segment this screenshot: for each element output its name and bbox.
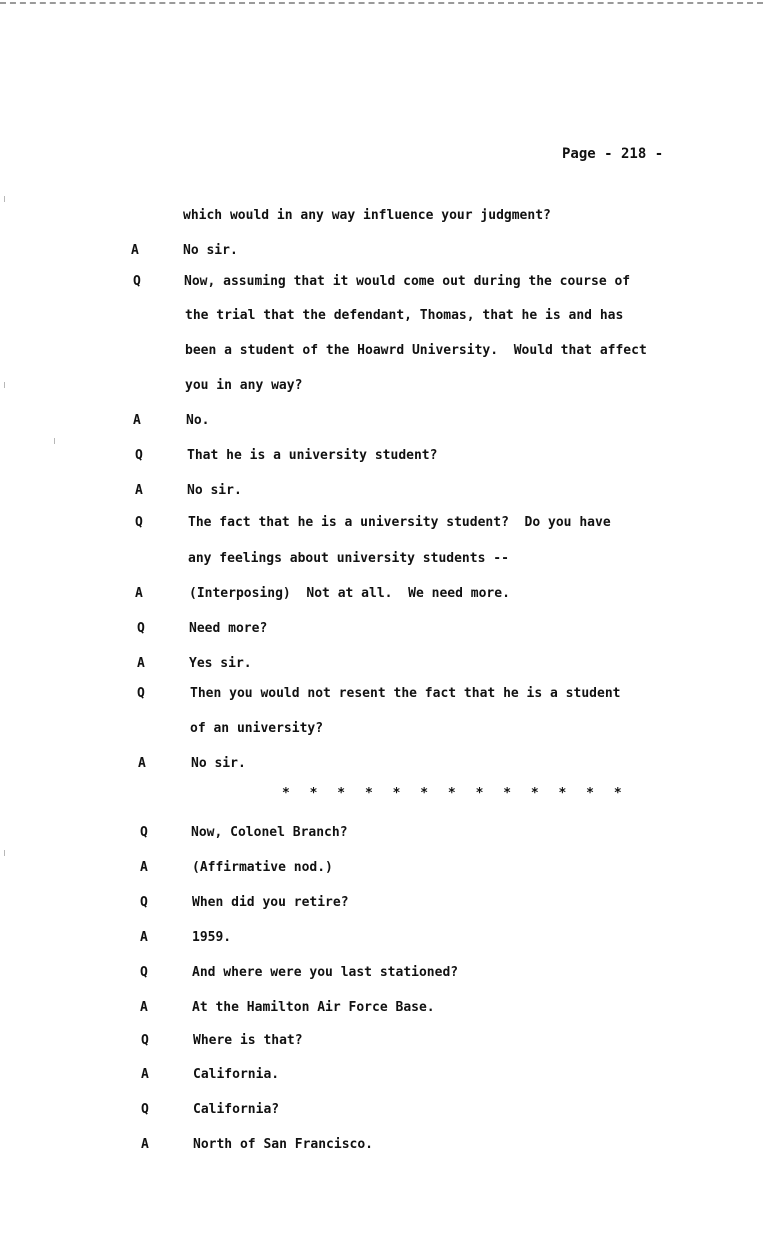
transcript-line <box>0 857 763 879</box>
speaker-marker: Q <box>141 1033 149 1048</box>
line-text: been a student of the Hoawrd University. Would that affect <box>185 343 647 358</box>
line-text: you in any way? <box>185 378 303 393</box>
speaker-marker: Q <box>135 448 143 463</box>
line-text: 1959. <box>192 930 232 945</box>
speaker-marker: A <box>140 1000 148 1015</box>
speaker-marker: Q <box>141 1102 149 1117</box>
line-text: (Interposing) Not at all. We need more. <box>189 586 510 601</box>
transcript-line <box>0 1134 763 1156</box>
line-text: which would in any way influence your judgment? <box>183 208 551 223</box>
line-text: No sir. <box>191 756 246 771</box>
transcript-line <box>0 1064 763 1086</box>
line-text: California. <box>193 1067 280 1082</box>
transcript-line <box>0 512 763 534</box>
line-text: No sir. <box>187 483 242 498</box>
speaker-marker: A <box>140 860 148 875</box>
line-text: California? <box>193 1102 280 1117</box>
speaker-marker: A <box>138 756 146 771</box>
speaker-marker: A <box>137 656 145 671</box>
transcript-line <box>0 1099 763 1121</box>
transcript-line <box>0 892 763 914</box>
scan-speck <box>4 196 5 202</box>
transcript-line <box>0 375 763 397</box>
speaker-marker: Q <box>133 274 141 289</box>
transcript-line <box>0 822 763 844</box>
scan-speck <box>4 850 5 856</box>
speaker-marker: A <box>140 930 148 945</box>
line-text: Yes sir. <box>189 656 252 671</box>
speaker-marker: A <box>135 483 143 498</box>
line-text: Now, assuming that it would come out during the course of <box>184 274 631 289</box>
transcript-line <box>0 480 763 502</box>
transcript-line <box>0 618 763 640</box>
line-text: When did you retire? <box>192 895 349 910</box>
speaker-marker: Q <box>135 515 143 530</box>
speaker-marker: A <box>131 243 139 258</box>
transcript-line <box>0 962 763 984</box>
transcript-line <box>0 240 763 262</box>
line-text: of an university? <box>190 721 324 736</box>
transcript-line <box>0 718 763 740</box>
speaker-marker: Q <box>140 895 148 910</box>
line-text: Now, Colonel Branch? <box>191 825 348 840</box>
scan-speck <box>4 382 5 388</box>
speaker-marker: Q <box>137 621 145 636</box>
transcript-line <box>0 340 763 362</box>
transcript-line <box>0 205 763 227</box>
speaker-marker: A <box>141 1137 149 1152</box>
transcript-line <box>0 305 763 327</box>
speaker-marker: Q <box>140 965 148 980</box>
transcript-line <box>0 583 763 605</box>
speaker-marker: A <box>141 1067 149 1082</box>
section-separator: * * * * * * * * * * * * * <box>282 786 628 801</box>
speaker-marker: Q <box>140 825 148 840</box>
line-text: Then you would not resent the fact that he is a student <box>190 686 621 701</box>
line-text: the trial that the defendant, Thomas, that he is and has <box>185 308 624 323</box>
line-text: At the Hamilton Air Force Base. <box>192 1000 435 1015</box>
speaker-marker: Q <box>137 686 145 701</box>
speaker-marker: A <box>135 586 143 601</box>
line-text: No. <box>186 413 210 428</box>
transcript-line <box>0 1030 763 1052</box>
line-text: any feelings about university students -- <box>188 551 509 566</box>
transcript-line <box>0 548 763 570</box>
scan-top-edge <box>0 2 763 4</box>
transcript-line <box>0 445 763 467</box>
transcript-line <box>0 653 763 675</box>
line-text: North of San Francisco. <box>193 1137 374 1152</box>
transcript-line <box>0 997 763 1019</box>
line-text: And where were you last stationed? <box>192 965 459 980</box>
page-number: Page - 218 - <box>562 146 664 162</box>
transcript-line <box>0 410 763 432</box>
line-text: The fact that he is a university student? Do you have <box>188 515 611 530</box>
transcript-line <box>0 271 763 293</box>
line-text: (Affirmative nod.) <box>192 860 333 875</box>
line-text: Where is that? <box>193 1033 303 1048</box>
transcript-line <box>0 927 763 949</box>
transcript-line <box>0 683 763 705</box>
line-text: No sir. <box>183 243 238 258</box>
speaker-marker: A <box>133 413 141 428</box>
line-text: Need more? <box>189 621 268 636</box>
transcript-line <box>0 753 763 775</box>
line-text: That he is a university student? <box>187 448 438 463</box>
scan-speck <box>54 438 55 444</box>
